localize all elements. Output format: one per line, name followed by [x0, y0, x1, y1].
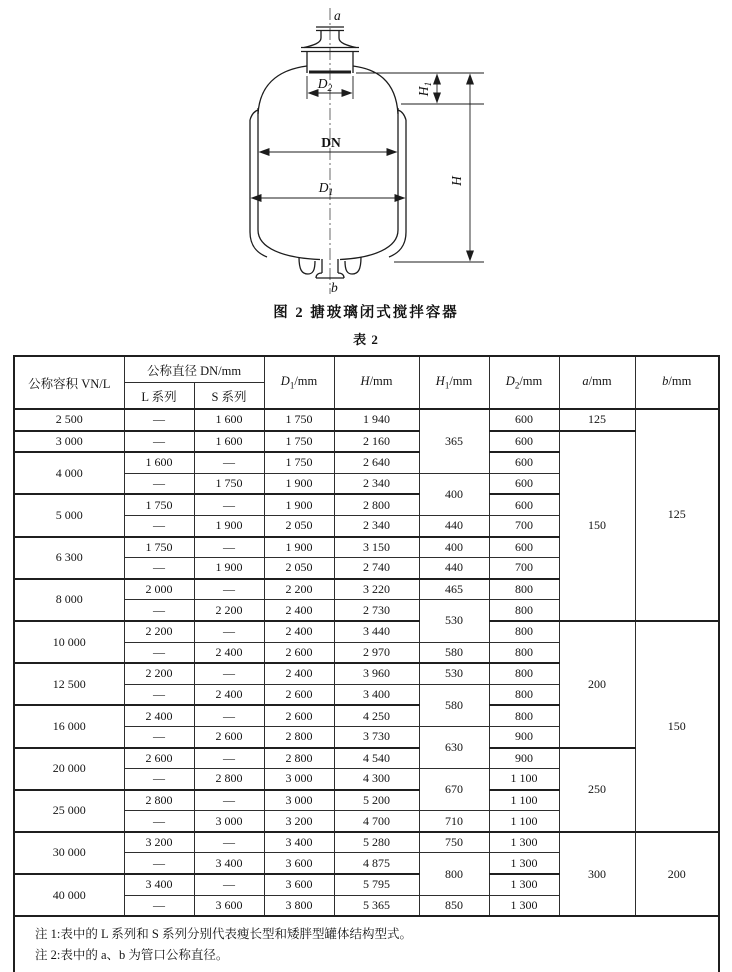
- table-cell: 4 700: [334, 811, 419, 832]
- table-cell: 1 750: [194, 473, 264, 494]
- table-cell: 5 000: [14, 494, 124, 536]
- table-cell: 3 600: [264, 853, 334, 874]
- table-cell: 600: [489, 494, 559, 515]
- table-cell: 580: [419, 642, 489, 663]
- table-cell: 800: [419, 853, 489, 895]
- notes-row: [14, 916, 719, 972]
- table-cell: 2 050: [264, 515, 334, 536]
- table-cell: —: [124, 409, 194, 431]
- table-cell: 125: [635, 409, 719, 621]
- table-cell: 3 000: [194, 811, 264, 832]
- table-cell: 440: [419, 515, 489, 536]
- table-cell: 3 600: [194, 895, 264, 916]
- table-cell: 5 200: [334, 790, 419, 811]
- notes-cell: [14, 916, 719, 972]
- table-cell: 2 740: [334, 558, 419, 579]
- table-cell: 3 400: [334, 684, 419, 705]
- table-cell: 1 750: [264, 431, 334, 453]
- table-cell: 630: [419, 726, 489, 768]
- table-cell: 600: [489, 537, 559, 558]
- table-cell: —: [124, 853, 194, 874]
- table-cell: 580: [419, 684, 489, 726]
- label-d2: $D_2$: [317, 76, 333, 94]
- table-cell: 1 600: [194, 431, 264, 453]
- table-cell: 3 400: [124, 874, 194, 895]
- table-cell: 25 000: [14, 790, 124, 832]
- table-cell: —: [124, 473, 194, 494]
- table-cell: 3 000: [14, 431, 124, 453]
- table-cell: 200: [635, 832, 719, 916]
- table-row: [14, 621, 719, 642]
- table-title: 表 2: [353, 332, 379, 347]
- table-cell: 1 900: [264, 473, 334, 494]
- table-cell: 800: [489, 705, 559, 726]
- table-cell: —: [124, 811, 194, 832]
- table-cell: 2 340: [334, 473, 419, 494]
- table-cell: —: [124, 642, 194, 663]
- table-cell: 2 600: [264, 705, 334, 726]
- table-cell: 1 900: [194, 558, 264, 579]
- table-cell: 2 800: [264, 748, 334, 769]
- table-cell: —: [194, 537, 264, 558]
- table-cell: 3 960: [334, 663, 419, 684]
- table-cell: 3 600: [264, 874, 334, 895]
- table-cell: 530: [419, 663, 489, 684]
- table-cell: 16 000: [14, 705, 124, 747]
- label-h1: $H_1$: [416, 81, 434, 97]
- table-cell: —: [194, 663, 264, 684]
- table-cell: —: [124, 431, 194, 453]
- table-cell: 1 100: [489, 811, 559, 832]
- table-cell: 2 800: [334, 494, 419, 515]
- table-cell: 6 300: [14, 537, 124, 579]
- table-cell: 670: [419, 769, 489, 811]
- table-cell: 5 280: [334, 832, 419, 853]
- table-cell: —: [194, 748, 264, 769]
- col-header-volume: 公称容积 VN/L: [14, 356, 124, 409]
- table-cell: 700: [489, 558, 559, 579]
- table-cell: 4 875: [334, 853, 419, 874]
- table-cell: —: [124, 895, 194, 916]
- table-cell: 8 000: [14, 579, 124, 621]
- table-cell: 12 500: [14, 663, 124, 705]
- table-cell: 800: [489, 642, 559, 663]
- table-cell: 800: [489, 600, 559, 621]
- table-cell: 1 900: [264, 537, 334, 558]
- table-cell: —: [194, 621, 264, 642]
- table-cell: 900: [489, 726, 559, 747]
- table-cell: 800: [489, 579, 559, 600]
- table-cell: 750: [419, 832, 489, 853]
- table-cell: 1 750: [124, 537, 194, 558]
- table-cell: 4 300: [334, 769, 419, 790]
- table-cell: 3 000: [264, 769, 334, 790]
- vessel-outline: [250, 27, 406, 278]
- table-cell: 1 300: [489, 853, 559, 874]
- table-cell: 3 150: [334, 537, 419, 558]
- table-cell: 2 600: [124, 748, 194, 769]
- table-cell: 2 200: [124, 663, 194, 684]
- table-cell: —: [124, 726, 194, 747]
- table-cell: 1 100: [489, 769, 559, 790]
- table-cell: 2 640: [334, 452, 419, 473]
- table-row: [14, 832, 719, 853]
- table-cell: 1 900: [194, 515, 264, 536]
- table-cell: 3 400: [194, 853, 264, 874]
- table-cell: 125: [559, 409, 635, 431]
- col-header-s-series: S 系列: [194, 383, 264, 410]
- table-cell: 20 000: [14, 748, 124, 790]
- label-h: H: [449, 176, 464, 186]
- table-cell: 2 500: [14, 409, 124, 431]
- table-cell: 2 800: [264, 726, 334, 747]
- label-dn: DN: [321, 135, 341, 150]
- table-cell: 3 200: [124, 832, 194, 853]
- table-cell: 2 200: [194, 600, 264, 621]
- col-header-h1: $H_1/mm$: [419, 356, 489, 409]
- table-cell: 2 050: [264, 558, 334, 579]
- table-cell: 2 800: [124, 790, 194, 811]
- table-cell: 600: [489, 473, 559, 494]
- table-cell: 30 000: [14, 832, 124, 874]
- table-cell: 1 300: [489, 895, 559, 916]
- table-cell: 530: [419, 600, 489, 642]
- table-cell: 465: [419, 579, 489, 600]
- table-cell: 40 000: [14, 874, 124, 916]
- col-header-dn-group: 公称直径 DN/mm: [124, 356, 264, 383]
- table-cell: 2 160: [334, 431, 419, 453]
- table-cell: 4 540: [334, 748, 419, 769]
- table-cell: —: [194, 579, 264, 600]
- table-cell: 150: [559, 431, 635, 621]
- table-cell: 2 340: [334, 515, 419, 536]
- table-cell: 400: [419, 473, 489, 515]
- table-cell: 2 970: [334, 642, 419, 663]
- table-row: [14, 409, 719, 431]
- vessel-figure: [0, 0, 732, 300]
- table-cell: 3 800: [264, 895, 334, 916]
- table-cell: 3 000: [264, 790, 334, 811]
- table-cell: 2 600: [264, 684, 334, 705]
- table-row: [14, 431, 719, 453]
- table-cell: 5 795: [334, 874, 419, 895]
- table-cell: 1 600: [124, 452, 194, 473]
- table-cell: 2 200: [124, 621, 194, 642]
- table-cell: 150: [635, 621, 719, 832]
- table-cell: 900: [489, 748, 559, 769]
- table-cell: 800: [489, 663, 559, 684]
- col-header-b: b/mm: [635, 356, 719, 409]
- col-header-d1: $D_1/mm$: [264, 356, 334, 409]
- table-cell: 1 750: [264, 452, 334, 473]
- table-cell: 4 000: [14, 452, 124, 494]
- spec-table-header: [14, 356, 719, 409]
- table-cell: —: [124, 684, 194, 705]
- table-cell: 2 200: [264, 579, 334, 600]
- table-cell: 3 440: [334, 621, 419, 642]
- table-cell: 3 200: [264, 811, 334, 832]
- table-cell: 2 400: [264, 621, 334, 642]
- table-cell: 1 100: [489, 790, 559, 811]
- table-cell: 2 400: [264, 663, 334, 684]
- table-cell: 1 900: [264, 494, 334, 515]
- label-d1: $D_1$: [318, 180, 334, 198]
- table-cell: 1 300: [489, 874, 559, 895]
- table-cell: 300: [559, 832, 635, 916]
- table-cell: 1 940: [334, 409, 419, 431]
- table-cell: 400: [419, 537, 489, 558]
- table-cell: —: [124, 515, 194, 536]
- table-cell: 250: [559, 748, 635, 832]
- table-cell: 600: [489, 452, 559, 473]
- spec-table: [13, 355, 720, 972]
- table-cell: 1 750: [264, 409, 334, 431]
- table-cell: 2 400: [194, 684, 264, 705]
- label-nozzle-a: a: [334, 8, 341, 23]
- table-cell: 365: [419, 409, 489, 473]
- col-header-l-series: L 系列: [124, 383, 194, 410]
- table-cell: 800: [489, 684, 559, 705]
- col-header-d2: $D_2/mm$: [489, 356, 559, 409]
- table-cell: 800: [489, 621, 559, 642]
- table-cell: —: [194, 790, 264, 811]
- table-row: [14, 748, 719, 769]
- spec-table-body: [14, 409, 719, 916]
- table-cell: —: [194, 705, 264, 726]
- table-cell: 3 400: [264, 832, 334, 853]
- table-cell: 1 750: [124, 494, 194, 515]
- table-cell: 600: [489, 409, 559, 431]
- table-cell: 4 250: [334, 705, 419, 726]
- table-cell: 200: [559, 621, 635, 748]
- note-2: 注 2:表中的 a、b 为管口公称直径。: [35, 948, 229, 963]
- label-nozzle-b: b: [331, 280, 338, 295]
- table-cell: —: [194, 832, 264, 853]
- table-cell: 2 600: [264, 642, 334, 663]
- table-cell: 700: [489, 515, 559, 536]
- table-cell: 2 400: [264, 600, 334, 621]
- col-header-a: a/mm: [559, 356, 635, 409]
- table-cell: —: [124, 600, 194, 621]
- table-cell: 3 730: [334, 726, 419, 747]
- table-cell: 10 000: [14, 621, 124, 663]
- table-cell: —: [124, 769, 194, 790]
- note-1: 注 1:表中的 L 系列和 S 系列分别代表瘦长型和矮胖型罐体结构型式。: [35, 927, 412, 942]
- dimension-lines: [252, 73, 485, 262]
- table-cell: 600: [489, 431, 559, 453]
- table-cell: 2 600: [194, 726, 264, 747]
- table-cell: 2 400: [194, 642, 264, 663]
- table-cell: —: [194, 452, 264, 473]
- table-cell: 710: [419, 811, 489, 832]
- table-cell: 5 365: [334, 895, 419, 916]
- table-cell: 850: [419, 895, 489, 916]
- table-cell: 1 600: [194, 409, 264, 431]
- table-cell: 2 000: [124, 579, 194, 600]
- table-cell: 2 730: [334, 600, 419, 621]
- table-cell: —: [194, 494, 264, 515]
- table-cell: 2 400: [124, 705, 194, 726]
- table-cell: 440: [419, 558, 489, 579]
- table-cell: —: [124, 558, 194, 579]
- figure-caption: 图 2 搪玻璃闭式搅拌容器: [273, 305, 459, 321]
- table-cell: 3 220: [334, 579, 419, 600]
- table-cell: —: [194, 874, 264, 895]
- table-cell: 2 800: [194, 769, 264, 790]
- table-cell: 1 300: [489, 832, 559, 853]
- col-header-h: H/mm: [334, 356, 419, 409]
